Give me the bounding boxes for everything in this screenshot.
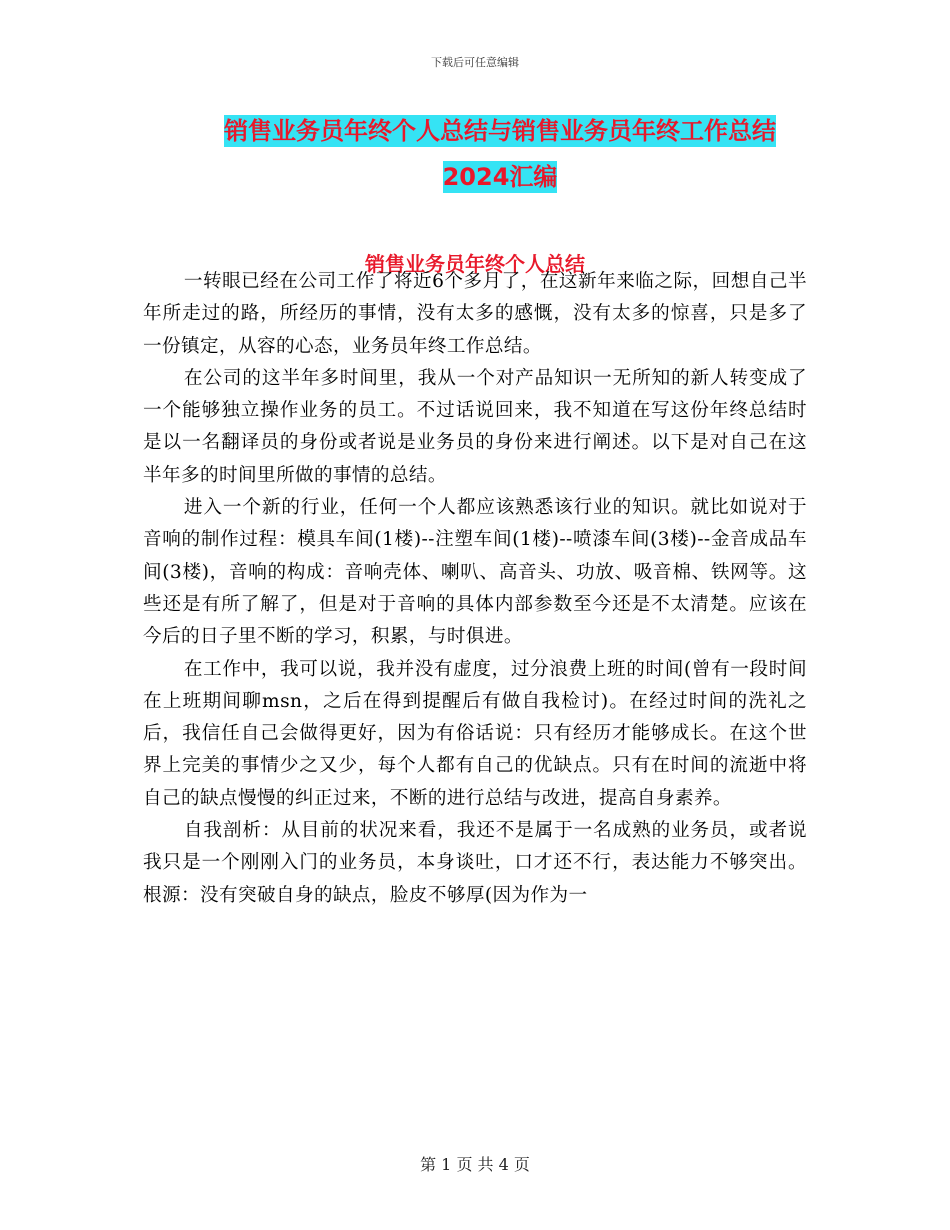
document-title [150, 108, 850, 200]
paragraph: 一转眼已经在公司工作了将近6个多月了，在这新年来临之际，回想自己半年所走过的路，所经历的事情，没有太多的感慨，没有太多的惊喜，只是多了一份镇定，从容的心态，业务员年终工作总结。 [143, 271, 807, 357]
paragraph: 在公司的这半年多时间里，我从一个对产品知识一无所知的新人转变成了一个能够独立操作业务的员工。不过话说回来，我不知道在写这份年终总结时是以一名翻译员的身份或者说是业务员的身份来进行阐述。以下是对自己在这半年多的时间里所做的事情的总结。 [143, 367, 807, 486]
page-number-footer: 第 1 页 共 4 页 [420, 1155, 530, 1174]
paragraph: 进入一个新的行业，任何一个人都应该熟悉该行业的知识。就比如说对于音响的制作过程：模具车间(1楼)--注塑车间(1楼)--喷漆车间(3楼)--金音成品车间(3楼)，音响的构成：音响壳体、喇叭、高音头、功放、吸音棉、铁网等。这些还是有所了解了，但是对于音响的具体内部参数至今还是不太清楚。应该在今后的日子里不断的学习，积累，与时俱进。 [143, 497, 807, 648]
document-title-line1: 销售业务员年终个人总结与销售业务员年终工作总结 [224, 117, 776, 145]
header-note: 下载后可任意编辑 [431, 56, 519, 69]
document-title-line2: 2024汇编 [442, 163, 558, 191]
paragraph: 自我剖析：从目前的状况来看，我还不是属于一名成熟的业务员，或者说我只是一个刚刚入门的业务员，本身谈吐，口才还不行，表达能力不够突出。根源：没有突破自身的缺点，脸皮不够厚(因为作为一 [143, 820, 807, 906]
paragraph: 在工作中，我可以说，我并没有虚度，过分浪费上班的时间(曾有一段时间在上班期间聊msn，之后在得到提醒后有做自我检讨)。在经过时间的洗礼之后，我信任自己会做得更好，因为有俗话说：只有经历才能够成长。在这个世界上完美的事情少之又少，每个人都有自己的优缺点。只有在时间的流逝中将自己的缺点慢慢的纠正过来，不断的进行总结与改进，提高自身素养。 [143, 658, 807, 809]
document-body [143, 266, 807, 912]
section-title: 销售业务员年终个人总结 [365, 252, 585, 276]
